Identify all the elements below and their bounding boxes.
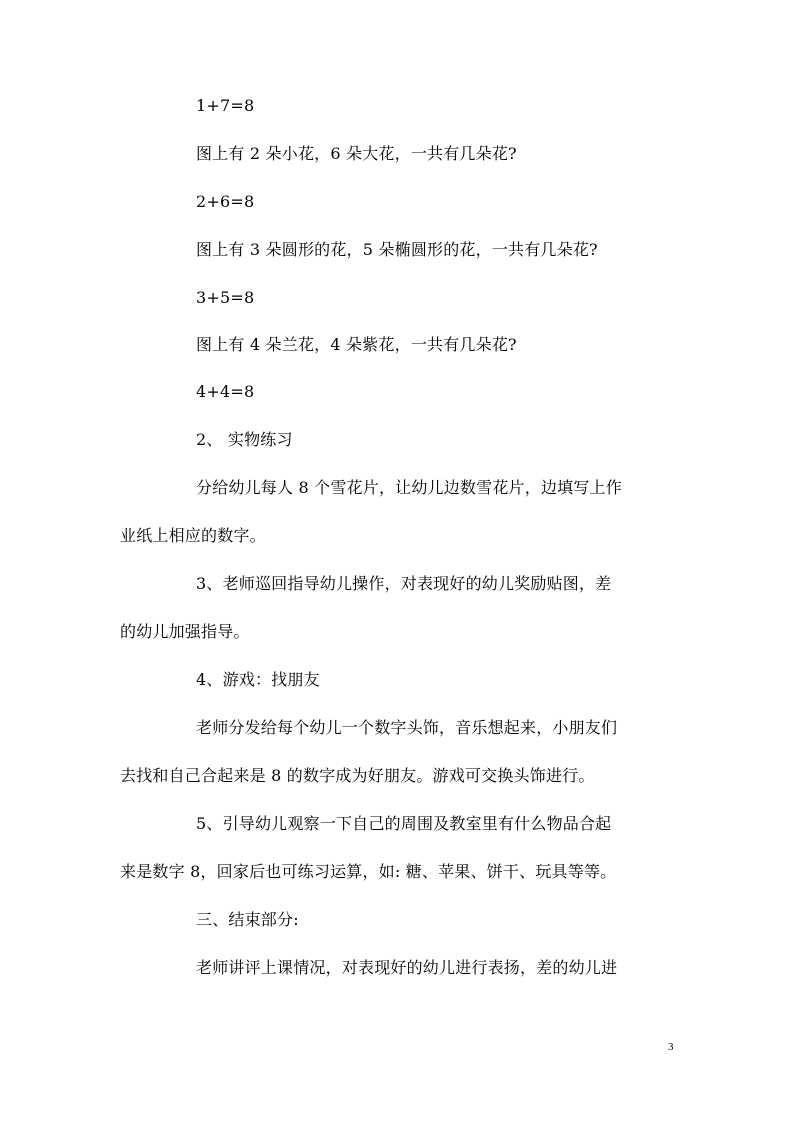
paragraph-line: 5、引导幼儿观察一下自己的周围及教室里有什么物品合起 (196, 814, 612, 833)
paragraph-line: 来是数字 8，回家后也可练习运算，如: 糖、苹果、饼干、玩具等等。 (120, 862, 617, 881)
question-line: 图上有 4 朵兰花，4 朵紫花，一共有几朵花? (196, 335, 517, 354)
paragraph-line: 的幼儿加强指导。 (120, 622, 250, 641)
question-line: 图上有 3 朵圆形的花，5 朵椭圆形的花，一共有几朵花? (196, 240, 598, 259)
equation-line: 1+7=8 (196, 96, 255, 115)
paragraph-line: 3、老师巡回指导幼儿操作，对表现好的幼儿奖励贴图，差 (196, 574, 612, 593)
equation-line: 4+4=8 (196, 382, 255, 401)
paragraph-line: 去找和自己合起来是 8 的数字成为好朋友。游戏可交换头饰进行。 (120, 766, 595, 785)
paragraph-line: 老师讲评上课情况，对表现好的幼儿进行表扬，差的幼儿进 (196, 958, 618, 977)
question-line: 图上有 2 朵小花，6 朵大花，一共有几朵花? (196, 144, 517, 163)
section-heading: 4、游戏：找朋友 (196, 670, 320, 689)
paragraph-line: 老师分发给每个幼儿一个数字头饰，音乐想起来，小朋友们 (196, 718, 618, 737)
section-heading: 2、 实物练习 (196, 430, 293, 449)
equation-line: 2+6=8 (196, 192, 255, 211)
equation-line: 3+5=8 (196, 288, 255, 307)
paragraph-line: 分给幼儿每人 8 个雪花片，让幼儿边数雪花片，边填写上作 (196, 478, 622, 497)
page-number: 3 (668, 1041, 674, 1053)
section-heading: 三、结束部分: (196, 910, 299, 929)
paragraph-line: 业纸上相应的数字。 (120, 526, 266, 545)
